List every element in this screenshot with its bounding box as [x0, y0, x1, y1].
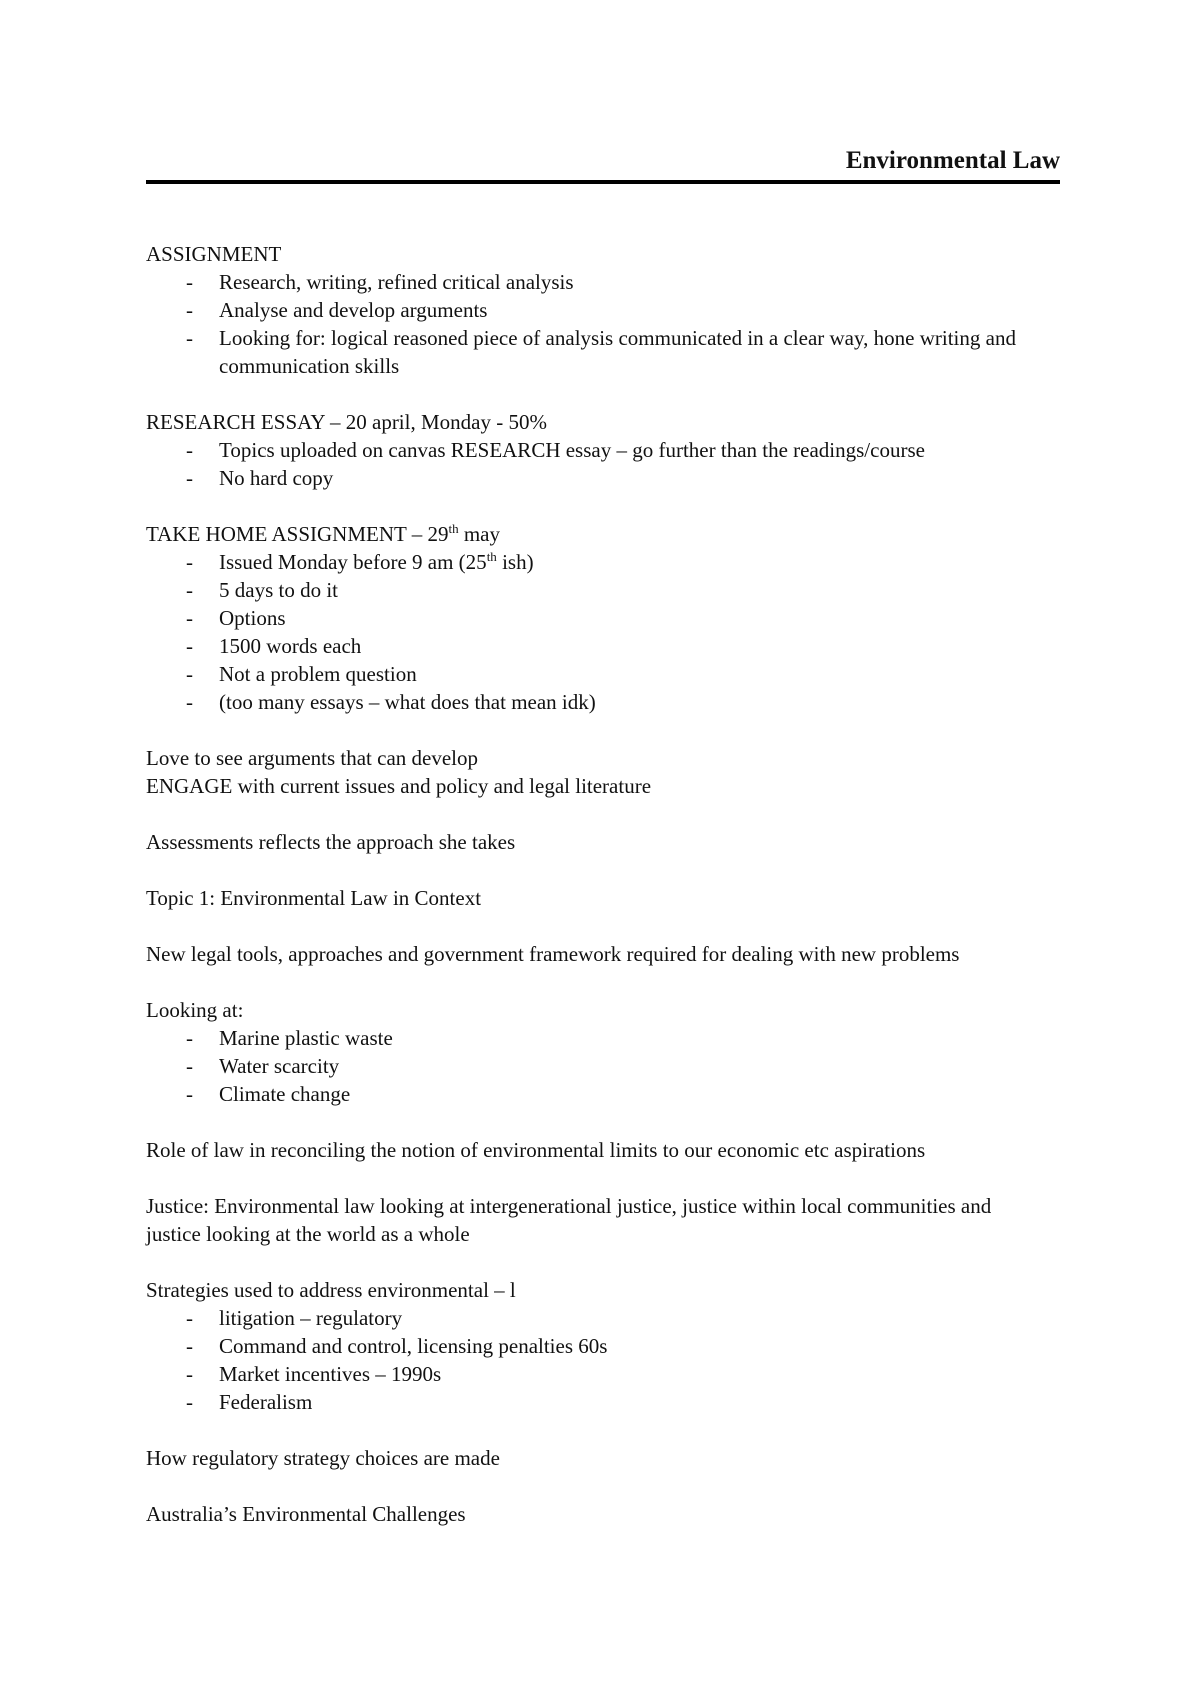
list-item-text: Federalism	[219, 1390, 313, 1414]
paragraph-line: Love to see arguments that can develop	[146, 746, 479, 770]
heading-text: TAKE HOME ASSIGNMENT – 29	[146, 522, 449, 546]
paragraph-line: ENGAGE with current issues and policy and legal literature	[146, 774, 652, 798]
section-heading: Looking at:	[146, 998, 244, 1022]
list-item-text: 5 days to do it	[219, 578, 338, 602]
dash-bullet: -	[186, 550, 193, 574]
ordinal-suffix: th	[486, 549, 497, 564]
section-heading: ASSIGNMENT	[146, 242, 282, 266]
list-item	[146, 1024, 1046, 1052]
strategies-section	[146, 1276, 1046, 1416]
dash-bullet: -	[186, 1362, 193, 1386]
list-item-text: Looking for: logical reasoned piece of analysis communicated in a clear way, hone writing and communication skills	[219, 326, 1016, 378]
new-legal-paragraph: New legal tools, approaches and government framework required for dealing with new problems	[146, 942, 960, 966]
dash-bullet: -	[186, 606, 193, 630]
list-item	[146, 548, 1046, 576]
assignment-section	[146, 240, 1046, 380]
ordinal-suffix: th	[448, 521, 459, 536]
list-item-text: litigation – regulatory	[219, 1306, 403, 1330]
list-item	[146, 604, 1046, 632]
list-item-text: (too many essays – what does that mean idk)	[219, 690, 596, 714]
challenges-heading: Australia’s Environmental Challenges	[146, 1502, 466, 1526]
list-item-text: Market incentives – 1990s	[219, 1362, 442, 1386]
dash-bullet: -	[186, 1026, 193, 1050]
dash-bullet: -	[186, 1334, 193, 1358]
assignment-list	[146, 268, 1046, 380]
dash-bullet: -	[186, 578, 193, 602]
dash-bullet: -	[186, 634, 193, 658]
dash-bullet: -	[186, 1390, 193, 1414]
research-essay-section	[146, 408, 1046, 492]
dash-bullet: -	[186, 1306, 193, 1330]
list-item-text: Topics uploaded on canvas RESEARCH essay – go further than the readings/course	[219, 438, 925, 462]
take-home-list	[146, 548, 1046, 716]
list-item	[146, 296, 1046, 324]
research-essay-list	[146, 436, 1046, 492]
list-item-text: 1500 words each	[219, 634, 362, 658]
dash-bullet: -	[186, 690, 193, 714]
list-item-text: Not a problem question	[219, 662, 417, 686]
dash-bullet: -	[186, 270, 193, 294]
list-item-text: Command and control, licensing penalties 60s	[219, 1334, 608, 1358]
list-item-text: Water scarcity	[219, 1054, 340, 1078]
justice-paragraph: Justice: Environmental law looking at intergenerational justice, justice within local communities and justice looking at the world as a whole	[146, 1194, 992, 1246]
heading-text-tail: may	[458, 522, 500, 546]
list-item	[146, 1332, 1046, 1360]
list-item	[146, 1080, 1046, 1108]
list-item-text: Research, writing, refined critical analysis	[219, 270, 574, 294]
list-item-text: Climate change	[219, 1082, 351, 1106]
dash-bullet: -	[186, 1082, 193, 1106]
dash-bullet: -	[186, 466, 193, 490]
page-header-title: Environmental Law	[845, 147, 1060, 174]
looking-at-section	[146, 996, 1046, 1108]
list-item	[146, 1388, 1046, 1416]
list-item	[146, 324, 1046, 380]
notes-body	[146, 240, 1046, 1556]
list-item-text: Issued Monday before 9 am (25	[219, 550, 487, 574]
list-item	[146, 436, 1046, 464]
looking-at-list	[146, 1024, 1046, 1108]
list-item-text: Options	[219, 606, 286, 630]
role-of-law-paragraph: Role of law in reconciling the notion of environmental limits to our economic etc aspirations	[146, 1138, 926, 1162]
list-item	[146, 268, 1046, 296]
list-item	[146, 632, 1046, 660]
section-heading	[146, 520, 1046, 548]
take-home-section	[146, 520, 1046, 716]
list-item-text: Analyse and develop arguments	[219, 298, 488, 322]
love-section	[146, 744, 1046, 800]
dash-bullet: -	[186, 662, 193, 686]
dash-bullet: -	[186, 438, 193, 462]
section-heading: RESEARCH ESSAY – 20 april, Monday - 50%	[146, 410, 547, 434]
dash-bullet: -	[186, 326, 193, 350]
header-rule	[146, 180, 1060, 184]
topic-heading: Topic 1: Environmental Law in Context	[146, 886, 482, 910]
list-item-text: Marine plastic waste	[219, 1026, 393, 1050]
list-item	[146, 660, 1046, 688]
list-item	[146, 688, 1046, 716]
regulatory-paragraph: How regulatory strategy choices are made	[146, 1446, 500, 1470]
list-item	[146, 1360, 1046, 1388]
dash-bullet: -	[186, 1054, 193, 1078]
assessments-paragraph: Assessments reflects the approach she takes	[146, 830, 516, 854]
list-item	[146, 1052, 1046, 1080]
list-item	[146, 1304, 1046, 1332]
section-heading: Strategies used to address environmental – l	[146, 1278, 516, 1302]
list-item-text-tail: ish)	[496, 550, 534, 574]
list-item-text: No hard copy	[219, 466, 334, 490]
dash-bullet: -	[186, 298, 193, 322]
list-item	[146, 464, 1046, 492]
list-item	[146, 576, 1046, 604]
strategies-list	[146, 1304, 1046, 1416]
